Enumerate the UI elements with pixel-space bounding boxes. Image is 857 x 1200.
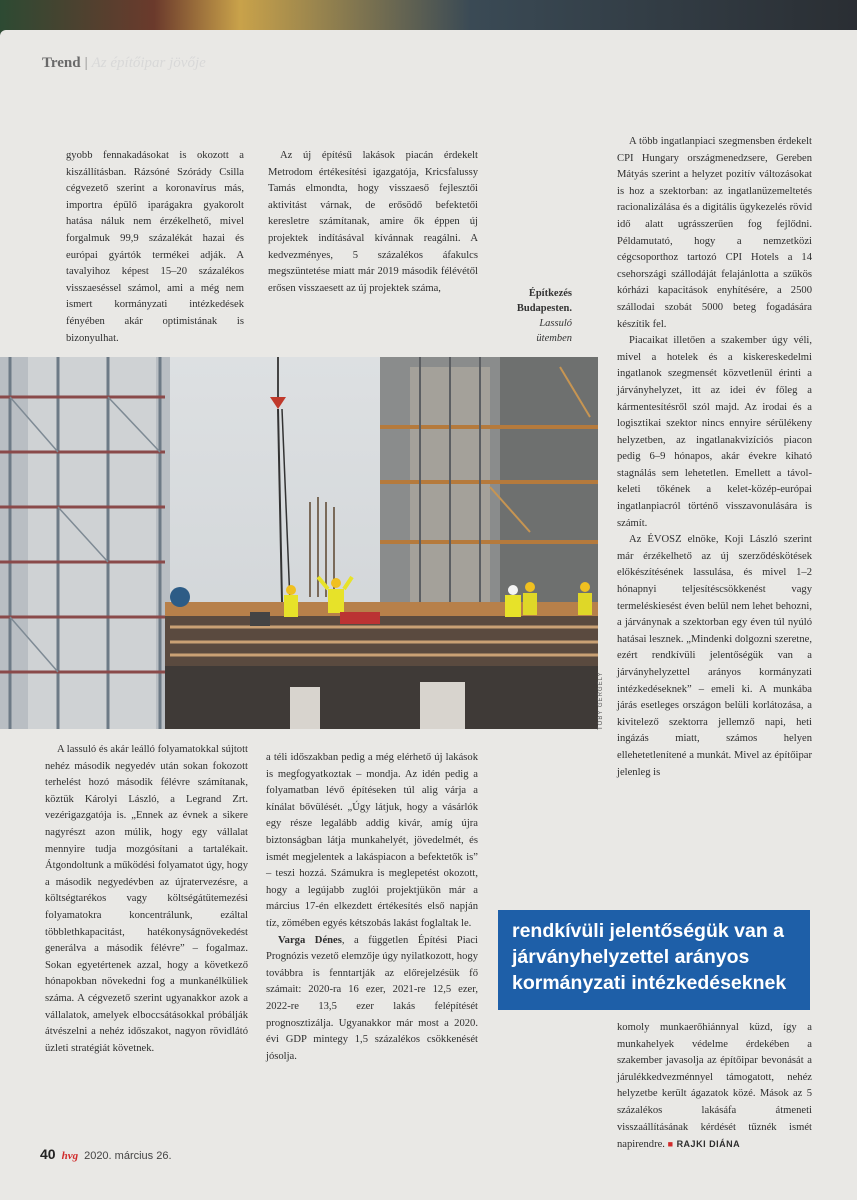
page-number: 40 (40, 1146, 56, 1162)
column-2-bottom (266, 750, 478, 1065)
construction-site-image (0, 357, 598, 729)
column-2-top (268, 148, 478, 297)
issue-date: 2020. március 26. (84, 1150, 172, 1162)
paragraph: A több ingatlanpiaci szegmensben érdekelt CPI Hungary országmenedzsere, Gereben Mátyás szerint a helyzet pozitív változásokat is hoz a szektorban: az ingatlanüzemeltetés racionalizálása és a digitális ügykezelés rövid idő alatt ugrásszerűen fog fejlődni. Példamutató, hogy a nemzetközi cégcsoporthoz tartozó CPI Hotels a 14 csehországi szállodáját felajánlotta a szűkös kórházi kapacitások enyhítésére, a 2500 szállodai szobát 5000 beteg fogadására készítik fel. (617, 136, 812, 330)
column-3 (617, 134, 812, 781)
paragraph: Az új építésű lakások piacán érdekelt Metrodom értékesítési igazgatója, Kricsfalussy Tamás elmondta, hogy visszaeső fejlesztői aktivitást várnak, de erősödő befektetői keresletre számítanak, amire ők éppen új projektek indításával kívánnak reagálni. A kedvezményes, 5 százalékos áfakulcs megszüntetése miatt már 2019 második félévétől erősen visszaesett az új projektek száma, (268, 150, 478, 294)
column-3-bottom (617, 1020, 812, 1154)
paragraph (617, 1020, 812, 1154)
pull-quote-text: rendkívüli jelentőségük van a járványhelyzettel arányos kormányzati intézkedéseknek (512, 920, 787, 994)
photo-credit: TÓBY GERGELY (598, 671, 604, 730)
author-name: RAJKI DIÁNA (676, 1139, 741, 1150)
paragraph: Az ÉVOSZ elnöke, Koji László szerint már érzékelhető az új szerződéskötések előkészítésének lassulása, és mivel 1–2 hónapnyi teljesítéscsökkenést vagy termeléskiesést éven belül nem lehet behozni, a járványnak a szektorban egy éven túl nyúló hatásai lesznek. „Mindenki dolgozni szeretne, ezért rendkívüli jelentőségük van a járványhelyzettel arányos kormányzati intézkedéseknek” – emeli ki. A munkába járás esetleges országon belüli korlátozása, a kivitelező szektorra jellemző napi, heti ingázás miatt, számos helyen ellehetetlenítené a munkát. Mivel az építőipar jelenleg is (617, 534, 812, 778)
author-byline (668, 1139, 740, 1149)
column-1-top (66, 148, 244, 347)
caption-title: Építkezés Budapesten. (516, 288, 572, 314)
paragraph-text: komoly munkaerőhiánnyal küzd, így a munkahelyek védelme érdekében a szakember javasolja az építőipar bevonását a járulékkedvezménnyel támogatott, nehéz helyzetbe került ágazatok közé. Mások az 5 százalékos lakásáfa átmeneti visszaállításának kérdését tűznék ismét napirendre. (617, 1022, 812, 1151)
paragraph-text: , a független Építési Piaci Prognózis vezető elemzője úgy nyilatkozott, hogy továbbra is fenntartják az előrejelzésük fő számait: 2020-ra 16 ezer, 2021-re 12,5 ezer, 2022-re 13,5 ezer lakás felépítését prognosztizálja. Ugyanakkor már most a 2020. évi GDP mintegy 1,5 százalékos csökkenését jósolja. (266, 934, 478, 1062)
paragraph: a téli időszakban pedig a még elérhető új lakások is megfogyatkoztak – mondja. Az idén pedig a folyamatban lévő építéseken túl alig várja a kínálat bővülését. „Úgy látjuk, hogy a vásárlók egy része legalább addig kivár, amíg újra biztonságban látja munkahelyét, jövedelmét, és ismét megjelentek a lakáspiacon a befektetők is” – teszi hozzá. Számukra is meglepetést okozott, hogy a legújabb zuglói projektjükön már a március 17-én elkezdett értékesítés első napján tíz, zömében egyés kétszobás lakást foglaltak le. (266, 752, 478, 929)
paragraph: Piacaikat illetően a szakember úgy véli, mivel a hotelek és a kiskereskedelmi ingatlanok szegmensét közvetlenül érinti a járványhelyzet, itt az idei év főleg a kármentesítésről szól majd. Az irodai és a logisztikai szektor nincs ennyire sérülékeny helyzetben, az ingatlanakvizíciós piacon pedig 6–9 hónapos, akár évekre kiható stagnálás sem lehetetlen. Emellett a távol-keleti tőkének a kelet-közép-európai ingatlanpiacról történő visszavonulására is számít. (617, 335, 812, 529)
person-name: Varga Dénes (278, 934, 342, 946)
pull-quote-box (498, 910, 810, 1010)
square-bullet-icon: ■ (667, 1139, 674, 1150)
page-footer (40, 1146, 172, 1162)
header-brand: Trend (42, 55, 81, 71)
column-1-bottom (45, 742, 248, 1057)
paragraph (266, 933, 478, 1066)
paragraph: gyobb fennakadásokat is okozott a kiszállításban. Rázsóné Szórády Csilla cégvezető szerint a koronavírus más, importra épülő iparágakra gyakorolt hatása náluk nem érzékelhető, mivel forgalmuk 99,9 százalékát hazai és európai gyártók termékei adják. A tavalyihoz képest 15–20 százalékos visszaeséssel számol, ami a még nem ismert kormányzati intézkedések fényében akár optimistának is bizonyulhat. (66, 150, 244, 344)
header-section: Az építőipar jövője (91, 55, 206, 71)
caption-subtitle: Lassuló ütemben (536, 318, 572, 344)
photo-caption (502, 286, 572, 346)
construction-photo (0, 357, 598, 729)
magazine-logo: hvg (61, 1150, 79, 1162)
paragraph: A lassuló és akár leálló folyamatokkal sújtott nehéz második negyedév után sokan fokozott terhelést hozó második félévre számítanak, köztük Károlyi László, a Legrand Zrt. vezérigazgatója is. „Ennek az évnek a sikere nagyrészt azon múlik, hogy egy vállalat mennyire tudja mozgósítani a tartalékait. Átgondoltunk a működési folyamatot úgy, hogy a második negyedévben az újratervezésre, a költségtarékos vagy költségátütemezési folyamatokra koncentrálunk, ezáltal többlethkapacitást, hatékonyságnövekedést generálva a második félévre” – fogalmaz. Sokan egyetértenek azzal, hogy a következő hónapokban növekedni fog a munkanélküliek száma. A cégvezető szerint ugyanakkor azok a vállalatok, amelyek elboccsátásokkal próbálják átvészelni a nehéz időszakot, nagyon rövidlátó üzleti stratégiát követnek. (45, 744, 248, 1054)
header-separator: | (84, 55, 88, 71)
page-header (42, 55, 206, 72)
